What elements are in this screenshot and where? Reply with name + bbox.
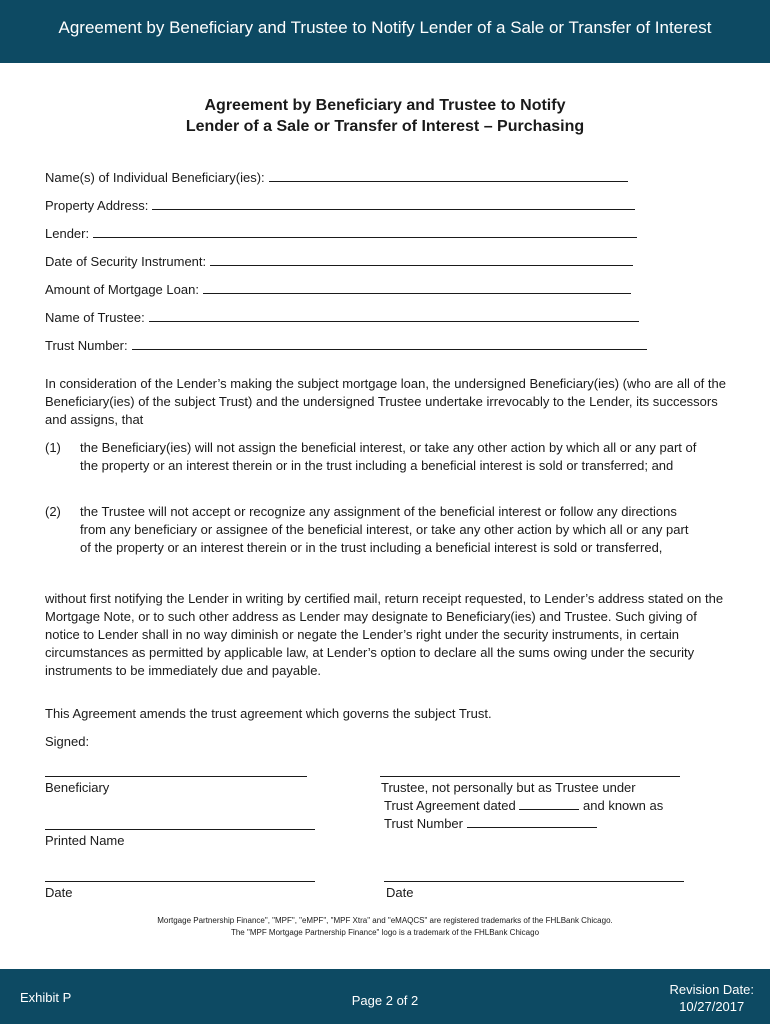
field-amount-of-mortgage-loan — [45, 282, 631, 298]
field-lender — [45, 226, 637, 242]
field-label: Date of Security Instrument: — [45, 254, 207, 269]
trust-agreement-dated-line — [384, 797, 663, 815]
date-left-line[interactable] — [45, 881, 315, 882]
date-right-line[interactable] — [384, 881, 684, 882]
field-beneficiary-names — [45, 170, 628, 186]
field-trust-number — [45, 338, 647, 354]
list-item-text: the Beneficiary(ies) will not assign the beneficial interest, or take any other action by which all or any part of the property or an interest therein or in the trust including a beneficial interest is sold or transferred; and — [80, 440, 697, 473]
document-title-line1: Agreement by Beneficiary and Trustee to Notify — [204, 97, 566, 114]
intro-paragraph: In consideration of the Lender’s making the subject mortgage loan, the undersigned Beneficiary(ies) (who are all of the Beneficiary(ies) of the subject Trust) and the undersigned Trustee undertake irrevocably to the Lender, its successors and assigns, that — [45, 376, 726, 427]
trust-number-blank[interactable] — [467, 816, 597, 828]
trademark-notice-line2: The "MPF Mortgage Partnership Finance" logo is a trademark of the FHLBank Chicago — [230, 928, 540, 937]
trust-agreement-date-blank[interactable] — [519, 798, 579, 810]
printed-name-label: Printed Name — [45, 833, 125, 848]
field-name-of-trustee — [45, 310, 639, 326]
field-label: Amount of Mortgage Loan: — [45, 282, 199, 297]
list-item — [45, 439, 735, 493]
list-item-text: the Trustee will not accept or recognize any assignment of the beneficial interest or follow any directions from any beneficiary or assignee of the beneficial interest, or take any other action by which all or any part of the property or an interest therein or in the trust including a beneficial interest is sold or transferred, — [80, 504, 689, 555]
footer-bar — [0, 969, 770, 1024]
field-label: Trust Number: — [45, 338, 128, 353]
list-item — [45, 503, 735, 575]
list-item-number: (1) — [45, 440, 61, 455]
field-label: Name of Trustee: — [45, 310, 145, 325]
trust-number-line — [384, 815, 597, 833]
header-banner — [0, 0, 770, 63]
trustee-signature-line[interactable] — [380, 776, 680, 777]
field-blank[interactable] — [149, 310, 639, 322]
field-date-of-security-instrument — [45, 254, 633, 270]
field-blank[interactable] — [132, 338, 647, 350]
list-item-number: (2) — [45, 504, 61, 519]
date-right-label: Date — [386, 885, 414, 900]
trust-number-label: Trust Number — [384, 816, 463, 831]
field-blank[interactable] — [210, 254, 633, 266]
field-blank[interactable] — [269, 170, 628, 182]
field-label: Name(s) of Individual Beneficiary(ies): — [45, 170, 265, 185]
beneficiary-signature-line[interactable] — [45, 776, 307, 777]
date-left-label: Date — [45, 885, 73, 900]
document-title — [0, 95, 770, 137]
amends-paragraph: This Agreement amends the trust agreement which governs the subject Trust. — [45, 706, 492, 721]
banner-title: Agreement by Beneficiary and Trustee to Notify Lender of a Sale or Transfer of Interest — [58, 18, 712, 37]
closing-paragraph: without first notifying the Lender in writing by certified mail, return receipt requested, to Lender’s address stated on the Mortgage Note, or to such other address as Lender may designate to Beneficiary(ies) and Trustee. Such giving of notice to Lender shall in no way diminish or negate the Lender’s right under the security instruments, in certain circumstances as permitted by applicable law, at Lender’s option to declare all the sums owing under the security instruments to be immediately due and payable. — [45, 591, 724, 678]
exhibit-label: Exhibit P — [20, 990, 72, 1005]
revision-date-value: 10/27/2017 — [679, 999, 745, 1014]
trust-agreement-dated-label: Trust Agreement dated — [384, 798, 516, 813]
field-blank[interactable] — [93, 226, 637, 238]
field-property-address — [45, 198, 635, 214]
field-label: Lender: — [45, 226, 90, 241]
page-number: Page 2 of 2 — [351, 993, 419, 1008]
revision-date-label: Revision Date: — [669, 982, 754, 997]
trademark-notice-line1: Mortgage Partnership Finance", "MPF", "eMPF", "MPF Xtra" and "eMAQCS" are registered trademarks of the FHLBank Chicago. — [157, 916, 613, 925]
and-known-as-label: and known as — [583, 798, 664, 813]
beneficiary-label: Beneficiary — [45, 780, 110, 795]
field-label: Property Address: — [45, 198, 149, 213]
field-blank[interactable] — [152, 198, 635, 210]
trustee-label: Trustee, not personally but as Trustee under — [381, 780, 636, 795]
printed-name-line[interactable] — [45, 829, 315, 830]
signed-label: Signed: — [45, 734, 90, 749]
field-blank[interactable] — [203, 282, 631, 294]
revision-date — [669, 981, 754, 1015]
document-title-line2: Lender of a Sale or Transfer of Interest – Purchasing — [185, 118, 585, 135]
